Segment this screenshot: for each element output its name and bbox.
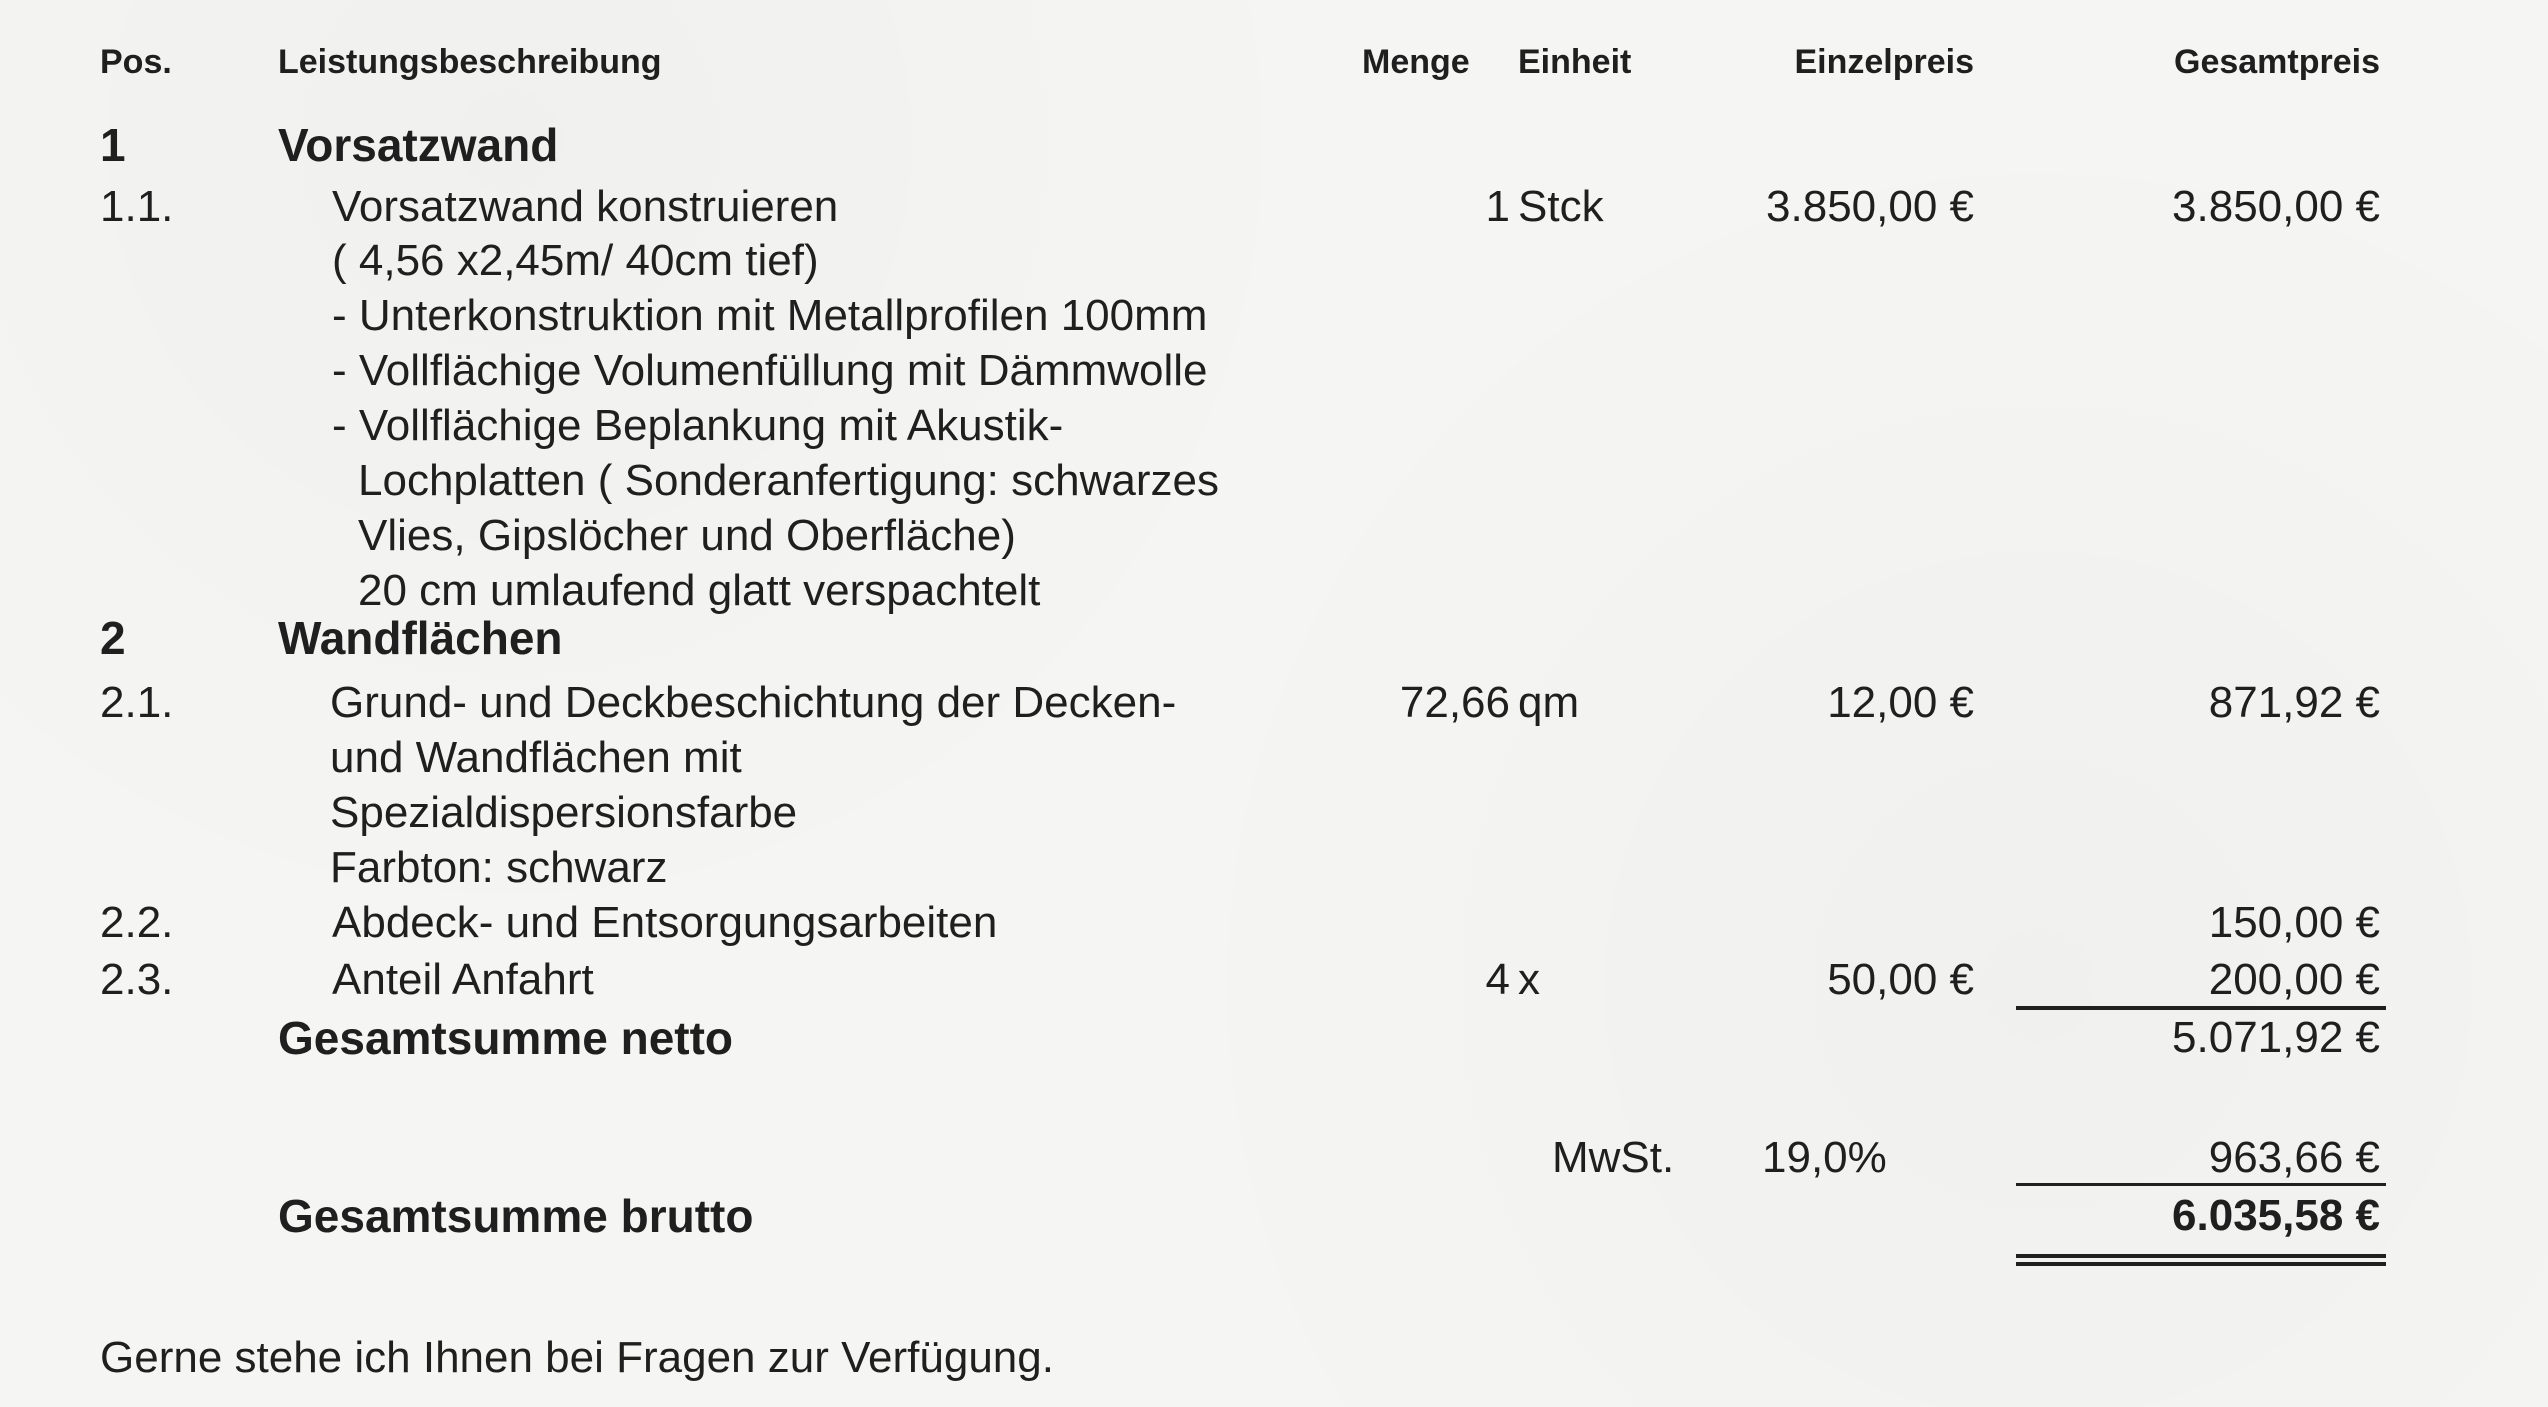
description-line: Spezialdispersionsfarbe: [330, 788, 798, 837]
section-2-pos: 2: [100, 612, 126, 664]
description-line: - Unterkonstruktion mit Metallprofilen 100mm: [332, 291, 1208, 340]
description-line: Vorsatzwand konstruieren: [332, 182, 839, 231]
quantity-2-1: 72,66: [1399, 678, 1510, 727]
position-1-1: 1.1.: [100, 182, 174, 231]
description-line: - Vollflächige Beplankung mit Akustik-: [332, 401, 1064, 450]
total-price-2-2: 150,00 €: [2208, 898, 2380, 947]
quantity-1-1: 1: [1485, 182, 1510, 231]
unit-2-1: qm: [1518, 678, 1580, 727]
gross-total-value: 6.035,58 €: [2172, 1191, 2380, 1240]
total-price-2-3: 200,00 €: [2208, 955, 2380, 1004]
net-total-value: 5.071,92 €: [2172, 1013, 2380, 1062]
column-header-unit: Einheit: [1518, 43, 1632, 81]
vat-value: 963,66 €: [2208, 1133, 2380, 1182]
unit-1-1: Stck: [1518, 182, 1604, 231]
double-rule-bottom: [2016, 1262, 2386, 1266]
total-price-1-1: 3.850,00 €: [2172, 182, 2380, 231]
position-2-2: 2.2.: [100, 898, 174, 947]
vat-rate: 19,0%: [1762, 1133, 1887, 1182]
vat-rule: [2016, 1183, 2386, 1186]
footer-note: Gerne stehe ich Ihnen bei Fragen zur Verfügung.: [100, 1333, 1054, 1382]
column-header-unit-price: Einzelpreis: [1794, 43, 1974, 81]
position-2-1: 2.1.: [100, 678, 174, 727]
unit-price-1-1: 3.850,00 €: [1766, 182, 1974, 231]
section-2-title: Wandflächen: [278, 612, 563, 664]
description-line: - Vollflächige Volumenfüllung mit Dämmwolle: [332, 346, 1208, 395]
description-line: 20 cm umlaufend glatt verspachtelt: [358, 566, 1041, 615]
description-line: und Wandflächen mit: [330, 733, 742, 782]
double-rule-top: [2016, 1254, 2386, 1258]
description-line: Lochplatten ( Sonderanfertigung: schwarzes: [358, 456, 1219, 505]
column-header-total-price: Gesamtpreis: [2174, 43, 2380, 81]
description-line: Abdeck- und Entsorgungsarbeiten: [332, 898, 998, 947]
description-line: Vlies, Gipslöcher und Oberfläche): [358, 511, 1016, 560]
total-price-2-1: 871,92 €: [2208, 678, 2380, 727]
column-header-description: Leistungsbeschreibung: [278, 43, 662, 81]
description-line: ( 4,56 x2,45m/ 40cm tief): [332, 236, 819, 285]
column-header-quantity: Menge: [1362, 43, 1470, 81]
unit-price-2-3: 50,00 €: [1827, 955, 1974, 1004]
description-line: Grund- und Deckbeschichtung der Decken-: [330, 678, 1177, 727]
position-2-3: 2.3.: [100, 955, 174, 1004]
net-total-label: Gesamtsumme netto: [278, 1012, 734, 1064]
description-line: Farbton: schwarz: [330, 843, 668, 892]
quantity-2-3: 4: [1485, 955, 1510, 1004]
section-1-pos: 1: [100, 119, 126, 171]
unit-price-2-1: 12,00 €: [1827, 678, 1974, 727]
unit-2-3: x: [1518, 955, 1540, 1004]
column-header-pos: Pos.: [100, 43, 172, 81]
section-1-title: Vorsatzwand: [278, 119, 559, 171]
vat-label: MwSt.: [1552, 1133, 1675, 1182]
subtotal-rule: [2016, 1006, 2386, 1010]
gross-total-label: Gesamtsumme brutto: [278, 1190, 754, 1242]
description-line: Anteil Anfahrt: [332, 955, 594, 1004]
